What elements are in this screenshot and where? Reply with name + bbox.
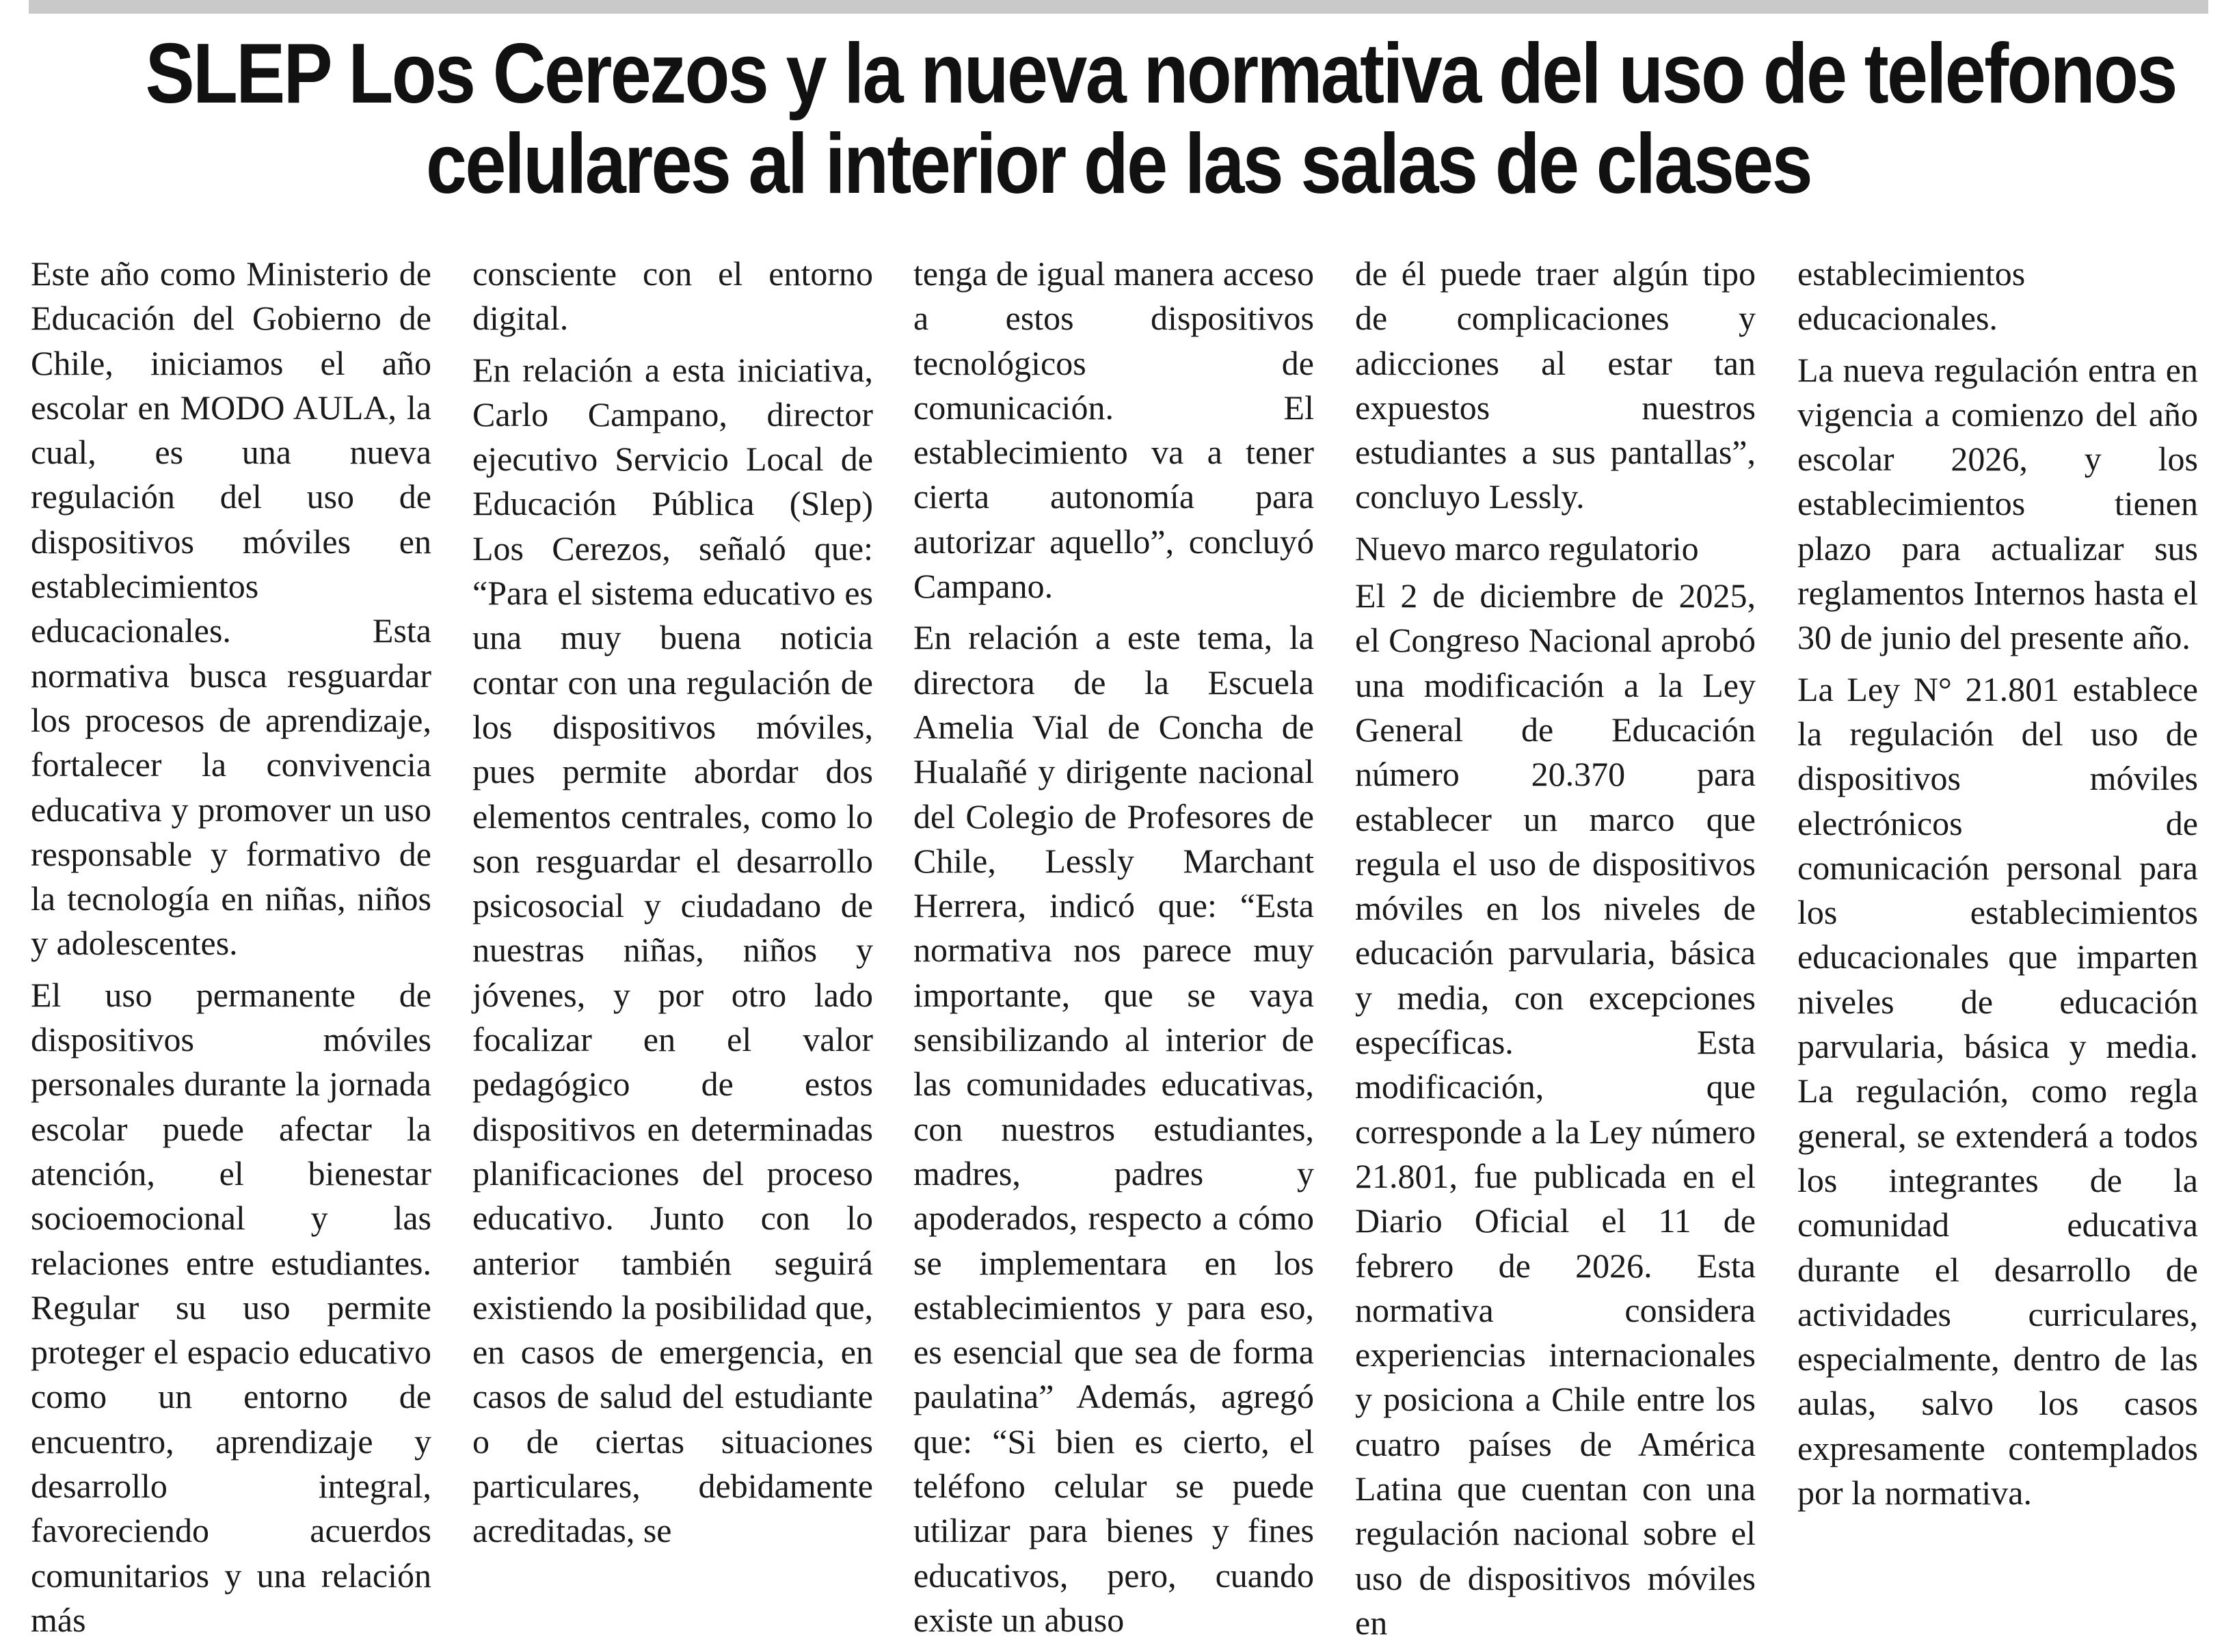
- paragraph: En relación a esta iniciativa, Carlo Campano, director ejecutivo Servicio Local de Educación Pública (Slep) Los Cerezos, señaló que: “Para el sistema educativo es una muy buena noticia contar con una regulación de los dispositivos móviles, pues permite abordar dos elementos centrales, como lo son resguardar el desarrollo psicosocial y ciudadano de nuestras niñas, niños y jóvenes, y por otro lado focalizar en el valor pedagógico de estos dispositivos en determinadas planificaciones del proceso educativo. Junto con lo anterior también seguirá existiendo la posibilidad que, en casos de emergencia, en casos de salud del estudiante o de ciertas situaciones particulares, debidamente acreditadas, se: [472, 350, 874, 1550]
- paragraph: establecimientos educacionales.: [1797, 254, 2026, 338]
- column-2: [472, 252, 873, 1560]
- paragraph: Este año como Ministerio de Educación del Gobierno de Chile, iniciamos el año escolar en MODO AULA, la cual, es una nueva regulación del uso de dispositivos móviles en establecimientos educacionales. Esta normativa busca resguardar los procesos de aprendizaje, fortalecer la convivencia educativa y promover un uso responsable y formativo de la tecnología en niñas, niños y adolescentes.: [31, 254, 431, 963]
- paragraph: La Ley N° 21.801 establece la regulación del uso de dispositivos móviles electrónicos de comunicación personal para los establecimientos educacionales que imparten niveles de educación parvularia, básica y media. La regulación, como regla general, se extenderá a todos los integrantes de la comunidad educativa durante el desarrollo de actividades curriculares, especialmente, dentro de las aulas, salvo los casos expresamente contemplados por la normativa.: [1797, 669, 2198, 1513]
- section-subheading: Nuevo marco regulatorio: [1355, 529, 1699, 568]
- column-5: [1797, 252, 2198, 1522]
- paragraph: tenga de igual manera acceso a estos dispositivos tecnológicos de comunicación. El establecimiento va a tener cierta autonomía para autorizar aquello”, concluyó Campano.: [913, 254, 1314, 606]
- paragraph: de él puede traer algún tipo de complicaciones y adicciones al estar tan expuestos nuestros estudiantes a sus pantallas”, concluyo Lessly.: [1355, 254, 1756, 516]
- paragraph: consciente con el entorno digital.: [472, 254, 873, 338]
- column-4: [1355, 252, 1756, 1652]
- top-rule: [29, 0, 2208, 14]
- paragraph: El uso permanente de dispositivos móviles personales durante la jornada escolar puede afectar la atención, el bienestar socioemocional y las relaciones entre estudiantes. Regular su uso permite proteger el espacio educativo como un entorno de encuentro, aprendizaje y desarrollo integral, favoreciendo acuerdos comunitarios y una relación más: [31, 975, 431, 1639]
- headline-line-2: celulares al interior de las salas de clases: [425, 117, 1812, 211]
- paragraph: La nueva regulación entra en vigencia a comienzo del año escolar 2026, y los establecimientos tienen plazo para actualizar sus reglamentos Internos hasta el 30 de junio del presente año.: [1797, 350, 2198, 657]
- headline-line-1: SLEP Los Cerezos y la nueva normativa del uso de telefonos: [145, 27, 2176, 121]
- paragraph: El 2 de diciembre de 2025, el Congreso Nacional aprobó una modificación a la Ley General de Educación número 20.370 para establecer un marco que regula el uso de dispositivos móviles en los niveles de educación parvularia, básica y media, con excepciones específicas. Esta modificación, que corresponde a la Ley número 21.801, fue publicada en el Diario Oficial el 11 de febrero de 2026. Esta normativa considera experiencias internacionales y posiciona a Chile entre los cuatro países de América Latina que cuentan con una regulación nacional sobre el uso de dispositivos móviles en: [1355, 576, 1756, 1642]
- column-1: [31, 252, 431, 1649]
- paragraph: En relación a este tema, la directora de la Escuela Amelia Vial de Concha de Hualañé y dirigente nacional del Colegio de Profesores de Chile, Lessly Marchant Herrera, indicó que: “Esta normativa nos parece muy importante, que se vaya sensibilizando al interior de las comunidades educativas, con nuestros estudiantes, madres, padres y apoderados, respecto a cómo se implementara en los establecimientos y para eso, es esencial que sea de forma paulatina” Además, agregó que: “Si bien es cierto, el teléfono celular se puede utilizar para bienes y fines educativos, pero, cuando existe un abuso: [913, 618, 1314, 1639]
- article-headline: [0, 29, 2237, 209]
- article-body: [31, 252, 2198, 1642]
- column-3: [913, 252, 1314, 1649]
